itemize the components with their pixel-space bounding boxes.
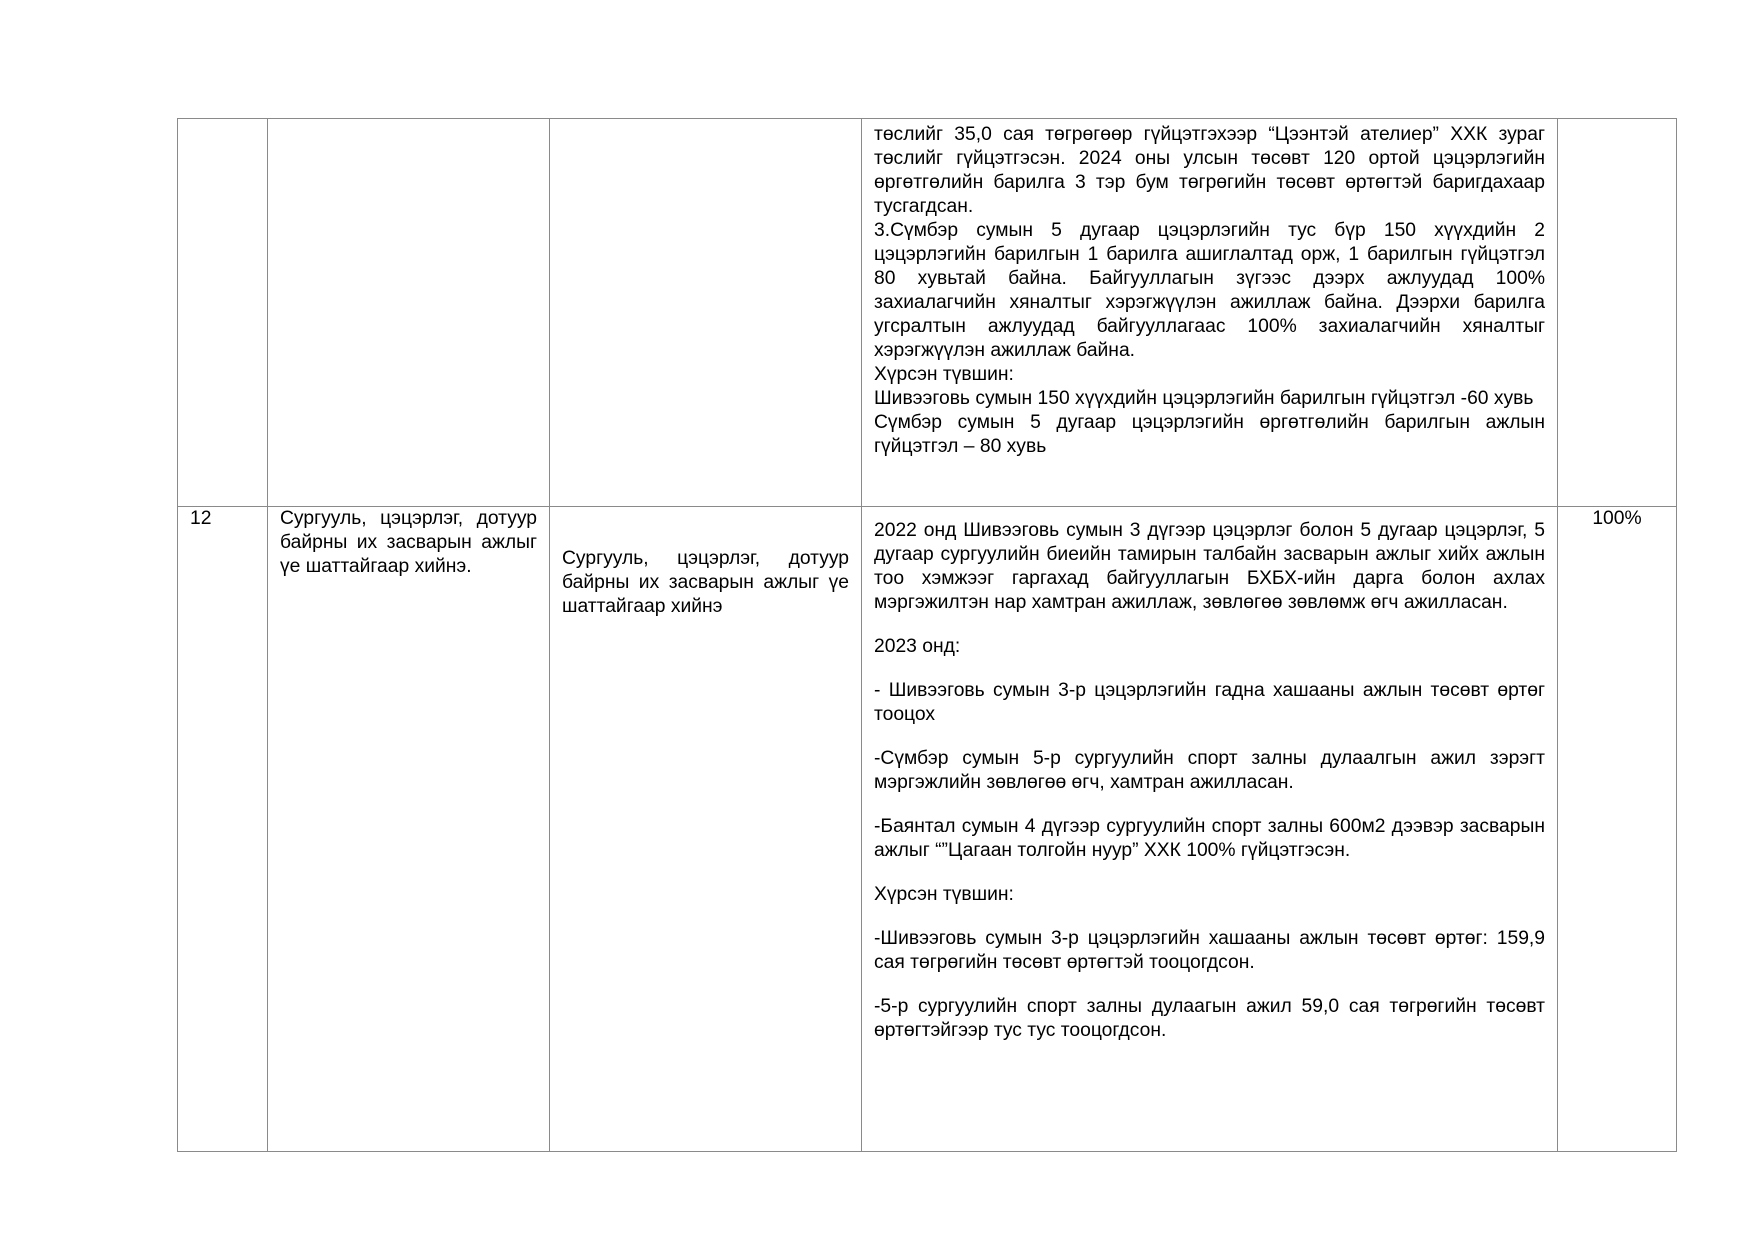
cell-number: 12 xyxy=(178,507,268,1152)
progress-paragraph: төслийг 35,0 сая төгрөгөөр гүйцэтгэхээр “Цээнтэй ателиер” ХХК зураг төслийг гүйцэтгэсэн. 2024 оны улсын төсөвт 120 ортой цэцэрлэгийн өргөтгөлийн барилга 3 тэр бум төгрөгийн төсөвт өртөгтэй баригдахаар тусгагдсан. xyxy=(874,124,1545,217)
cell-measure: Сургууль, цэцэрлэг, дотуур байрны их засварын ажлыг үе шаттайгаар хийнэ xyxy=(550,507,862,1152)
cell-measure xyxy=(550,119,862,507)
cell-percent: 100% xyxy=(1558,507,1677,1152)
progress-paragraph: Хүрсэн түвшин: xyxy=(874,364,1014,385)
cell-goal xyxy=(268,119,550,507)
cell-progress xyxy=(862,119,1558,507)
table-row xyxy=(178,119,1677,507)
progress-paragraph: Шивээговь сумын 150 хүүхдийн цэцэрлэгийн барилгын гүйцэтгэл -60 хувь xyxy=(874,388,1534,409)
progress-paragraph: - Шивээговь сумын 3-р цэцэрлэгийн гадна хашааны ажлын төсөвт өртөг тооцох xyxy=(874,680,1545,725)
progress-paragraph: -Сүмбэр сумын 5-р сургуулийн спорт залны дулаалгын ажил зэрэгт мэргэжлийн зөвлөгөө өгч, хамтран ажилласан. xyxy=(874,748,1545,793)
cell-goal xyxy=(268,507,550,1152)
cell-number xyxy=(178,119,268,507)
goal-text: Сургууль, цэцэрлэг, дотуур байрны их засварын ажлыг үе шаттайгаар хийнэ. xyxy=(280,508,537,577)
progress-paragraph: 2022 онд Шивээговь сумын 3 дүгээр цэцэрлэг болон 5 дугаар цэцэрлэг, 5 дугаар сургуулийн биеийн тамирын талбайн засварын ажлыг хийх ажлын тоо хэмжээг гаргахад байгууллагын БХБХ-ийн дарга болон ахлах мэргэжилтэн нар хамтран ажиллаж, зөвлөгөө зөвлөмж өгч ажилласан. xyxy=(874,520,1545,613)
progress-paragraph: -5-р сургуулийн спорт залны дулаагын ажил 59,0 сая төгрөгийн төсөвт өртөгтэйгээр тус тус тооцогдсон. xyxy=(874,996,1545,1041)
table-row xyxy=(178,507,1677,1152)
cell-percent xyxy=(1558,119,1677,507)
progress-paragraph: Хүрсэн түвшин: xyxy=(874,884,1014,905)
progress-paragraph: -Шивээговь сумын 3-р цэцэрлэгийн хашааны ажлын төсөвт өртөг: 159,9 сая төгрөгийн төсөвт өртөгтэй тооцогдсон. xyxy=(874,928,1545,973)
progress-paragraph: Сүмбэр сумын 5 дугаар цэцэрлэгийн өргөтгөлийн барилгын ажлын гүйцэтгэл – 80 хувь xyxy=(874,412,1545,457)
progress-paragraph: 3.Сүмбэр сумын 5 дугаар цэцэрлэгийн тус бүр 150 хүүхдийн 2 цэцэрлэгийн барилгын 1 барилга ашиглалтад орж, 1 барилгын гүйцэтгэл 80 хувьтай байна. Байгууллагын зүгээс дээрх ажлуудад 100% захиалагчийн хяналтыг хэрэгжүүлэн ажиллаж байна. Дээрхи барилга угсралтын ажлуудад байгууллагаас 100% захиалагчийн хяналтыг хэрэгжүүлэн ажиллаж байна. xyxy=(874,220,1545,361)
progress-paragraph: 2023 онд: xyxy=(874,636,961,657)
cell-progress xyxy=(862,507,1558,1152)
report-table xyxy=(177,118,1677,1152)
progress-paragraph: -Баянтал сумын 4 дүгээр сургуулийн спорт залны 600м2 дээвэр засварын ажлыг “”Цагаан толгойн нуур” ХХК 100% гүйцэтгэсэн. xyxy=(874,816,1545,861)
